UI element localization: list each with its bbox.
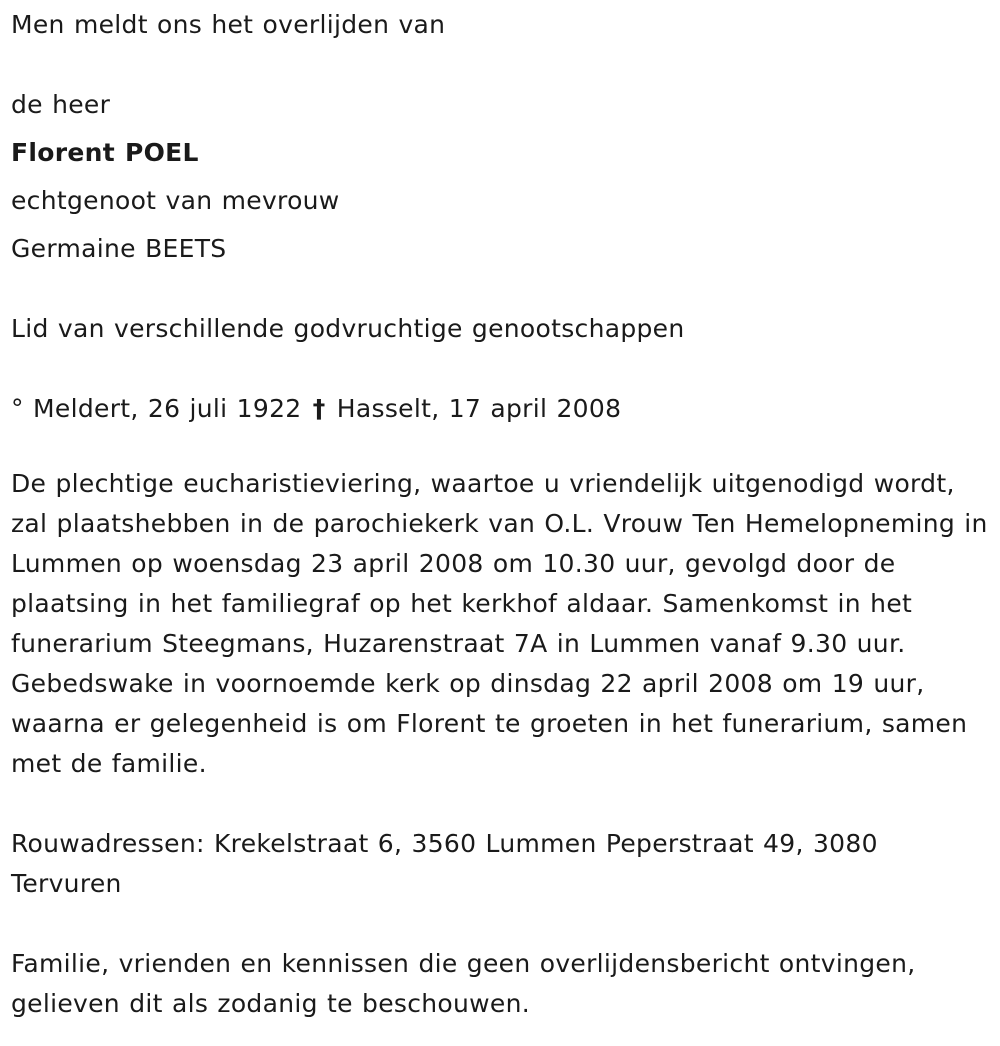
cross-icon: † bbox=[312, 394, 326, 423]
membership-text: Lid van verschillende godvruchtige genootschappen bbox=[11, 314, 685, 343]
spouse-name: Germaine BEETS bbox=[11, 234, 227, 263]
addresses-paragraph: Rouwadressen: Krekelstraat 6, 3560 Lummen Peperstraat 49, 3080 Tervuren bbox=[11, 829, 878, 898]
spouse-relation-text: echtgenoot van mevrouw bbox=[11, 186, 340, 215]
death-date: Hasselt, 17 april 2008 bbox=[336, 394, 622, 423]
intro-text: Men meldt ons het overlijden van bbox=[11, 10, 446, 39]
closing-paragraph: Familie, vrienden en kennissen die geen overlijdensbericht ontvingen, gelieven dit als zodanig te beschouwen. bbox=[11, 949, 916, 1018]
salutation-text: de heer bbox=[11, 90, 111, 119]
deceased-name: Florent POEL bbox=[11, 138, 199, 167]
ceremony-paragraph: De plechtige eucharistieviering, waartoe u vriendelijk uitgenodigd wordt, zal plaatshebben in de parochiekerk van O.L. Vrouw Ten Hemelopneming in Lummen op woensdag 23 april 2008 om 10.30 uur, gevolgd door de plaatsing in het familiegraf op het kerkhof aldaar. Samenkomst in het funerarium Steegmans, Huzarenstraat 7A in Lummen vanaf 9.30 uur. Gebedswake in voornoemde kerk op dinsdag 22 april 2008 om 19 uur, waarna er gelegenheid is om Florent te groeten in het funerarium, samen met de familie. bbox=[11, 469, 988, 778]
birth-death-dates bbox=[11, 394, 990, 424]
birth-date: ° Meldert, 26 juli 1922 bbox=[11, 394, 302, 423]
